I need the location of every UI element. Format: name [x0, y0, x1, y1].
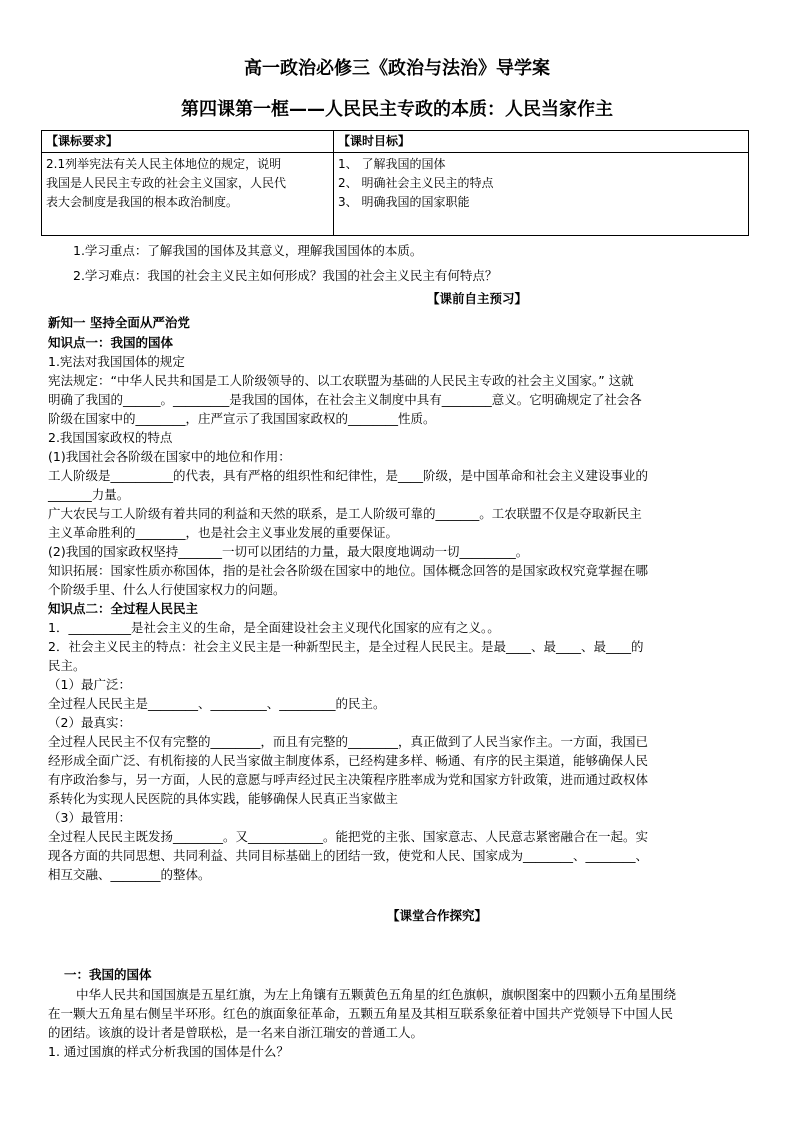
explore-heading: 【课堂合作探究】 — [386, 908, 487, 923]
preview-line: 系转化为实现人民医院的具体实践，能够确保人民真正当家做主 — [48, 791, 399, 806]
knowledge-point-1-heading: 知识点一：我国的国体 — [48, 335, 174, 350]
explore-section-title: 一：我国的国体 — [64, 967, 152, 982]
preview-heading: 【课前自主预习】 — [426, 291, 527, 306]
lesson-subtitle: 第四课第一框——人民民主专政的本质：人民当家作主 — [181, 99, 613, 120]
preview-line: 宪法规定：“中华人民共和国是工人阶级领导的、以工农联盟为基础的人民民主专政的社会主义国家。” 这就 — [48, 373, 634, 388]
preview-line: 1．__________是社会主义的生命，是全面建设社会主义现代化国家的应有之义。。 — [48, 620, 500, 635]
goal-item: 2、 明确社会主义民主的特点 — [338, 176, 494, 190]
requirement-line: 我国是人民民主专政的社会主义国家，人民代 — [46, 176, 287, 190]
explore-paragraph-line: 的团结。该旗的设计者是曾联松，是一名来自浙江瑞安的普通工人。 — [48, 1025, 424, 1040]
preview-line: 2．社会主义民主的特点：社会主义民主是一种新型民主，是全过程人民民主。是最____、最____、最____的 — [48, 639, 644, 654]
goal-item: 3、 明确我国的国家职能 — [338, 195, 470, 209]
goal-item: 1、 了解我国的国体 — [338, 157, 446, 171]
preview-line: 阶级在国家中的________，庄严宣示了我国国家政权的________性质。 — [48, 411, 436, 426]
preview-line: 知识拓展：国家性质亦称国体，指的是社会各阶级在国家中的地位。国体概念回答的是国家政权究竟掌握在哪 — [48, 563, 649, 578]
preview-line: （3）最管用： — [48, 810, 131, 825]
explore-paragraph-line: 中华人民共和国国旗是五星红旗，为左上角镶有五颗黄色五角星的红色旗帜，旗帜图案中的四颗小五角星围绕 — [76, 987, 677, 1002]
preview-line: （1）最广泛： — [48, 677, 131, 692]
preview-line: 个阶级手里、什么人行使国家权力的问题。 — [48, 582, 286, 597]
preview-line: 明确了我国的______。_________是我国的国体，在社会主义制度中具有________意义。它明确规定了社会各 — [48, 392, 642, 407]
preview-line: 全过程人民民主不仅有完整的________，而且有完整的________，真正做到了人民当家作主。一方面，我国已 — [48, 734, 649, 749]
objectives-table — [41, 130, 749, 236]
document-title: 高一政治必修三《政治与法治》导学案 — [244, 58, 550, 79]
preview-line: （2）最真实： — [48, 715, 131, 730]
preview-line: 1.宪法对我国国体的规定 — [48, 354, 185, 369]
requirement-line: 2.1列举宪法有关人民主体地位的规定，说明 — [46, 157, 282, 171]
preview-line: 现各方面的共同思想、共同利益、共同目标基础上的团结一致，使党和人民、国家成为________、________、 — [48, 848, 649, 863]
preview-line: (1)我国社会各阶级在国家中的地位和作用： — [48, 449, 291, 464]
preview-line: 全过程人民民主是________、_________、_________的民主。 — [48, 696, 386, 711]
lesson-goals-header: 【课时目标】 — [334, 131, 749, 153]
curriculum-requirements-cell — [42, 153, 334, 236]
requirement-line: 表大会制度是我国的根本政治制度。 — [46, 195, 239, 209]
preview-line: 相互交融、________的整体。 — [48, 867, 211, 882]
knowledge-point-2-heading: 知识点二：全过程人民民主 — [48, 601, 199, 616]
preview-line: 2.我国国家政权的特点 — [48, 430, 173, 445]
preview-line: 经形成全面广泛、有机衔接的人民当家做主制度体系，已经构建多样、畅通、有序的民主渠道，能够确保人民 — [48, 753, 649, 768]
preview-line: 工人阶级是__________的代表，具有严格的组织性和纪律性，是____阶级，是中国革命和社会主义建设事业的 — [48, 468, 649, 483]
preview-line: 民主。 — [48, 658, 86, 673]
new-knowledge-heading: 新知一 坚持全面从严治党 — [48, 315, 190, 330]
preview-line: 全过程人民民主既发扬________。又____________。能把党的主张、国家意志、人民意志紧密融合在一起。实 — [48, 829, 649, 844]
difficulty-point: 2.学习难点：我国的社会主义民主如何形成？我国的社会主义民主有何特点？ — [73, 268, 498, 283]
preview-line: 有序政治参与，另一方面，人民的意愿与呼声经过民主决策程序胜率成为党和国家方针政策，进而通过政权体 — [48, 772, 649, 787]
explore-question: 1. 通过国旗的样式分析我国的国体是什么？ — [48, 1044, 289, 1059]
explore-paragraph-line: 在一颗大五角星右侧呈半环形。红色的旗面象征革命，五颗五角星及其相互联系象征着中国共产党领导下中国人民 — [48, 1006, 674, 1021]
key-point: 1.学习重点：了解我国的国体及其意义，理解我国国体的本质。 — [73, 243, 423, 258]
preview-line: _______力量。 — [48, 487, 130, 502]
preview-line: 主义革命胜利的________，也是社会主义事业发展的重要保证。 — [48, 525, 399, 540]
preview-line: 广大农民与工人阶级有着共同的利益和天然的联系，是工人阶级可靠的_______。工农联盟不仅是夺取新民主 — [48, 506, 642, 521]
curriculum-requirements-header: 【课标要求】 — [42, 131, 334, 153]
preview-line: (2)我国的国家政权坚持_______一切可以团结的力量，最大限度地调动一切_________。 — [48, 544, 529, 559]
lesson-goals-cell — [334, 153, 749, 236]
